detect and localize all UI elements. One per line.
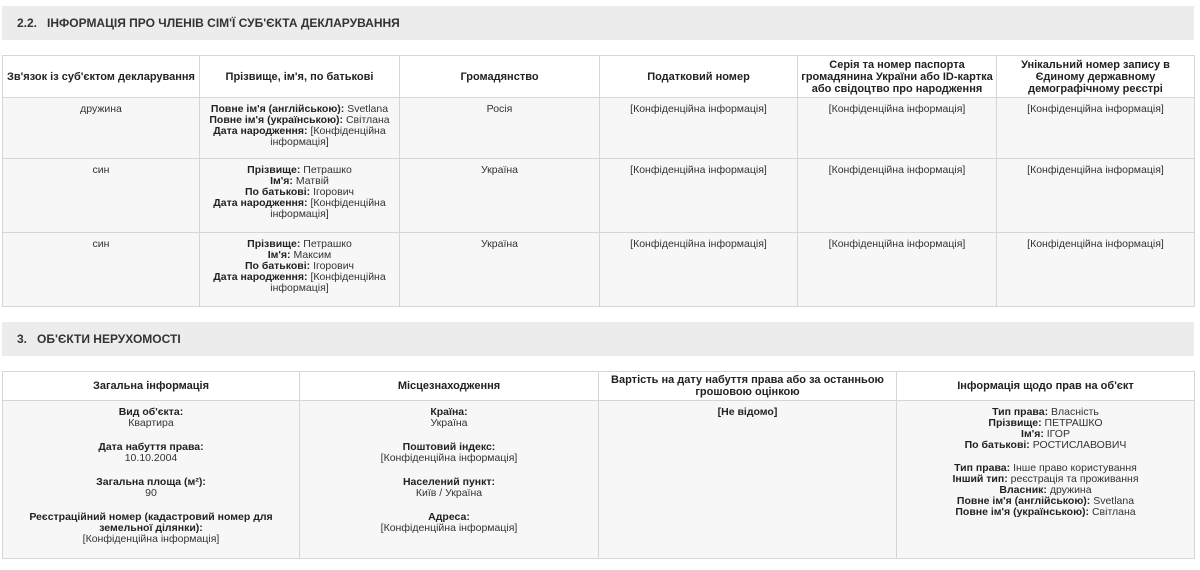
field-value: Петрашко [303,164,352,176]
tax-number-cell: [Конфіденційна інформація] [600,233,798,307]
relation-cell: син [3,159,200,233]
tax-number-cell: [Конфіденційна інформація] [600,159,798,233]
field-value: Максим [293,249,332,261]
full-name-cell [200,233,400,307]
tax-number-cell: [Конфіденційна інформація] [600,98,798,159]
field-value: Svetlana [1093,495,1135,507]
family-members-table [2,55,1195,307]
table-header-row [3,372,1195,401]
field-value: Svetlana [347,103,389,115]
field-label: Повне ім'я (українською): [955,506,1090,518]
general-info-cell [3,401,300,559]
citizenship-cell: Україна [400,233,600,307]
location-cell [300,401,599,559]
field-label: Країна: [430,406,468,418]
col-header-passport: Серія та номер паспорта громадянина України або ID-картка або свідоцтво про народження [798,56,997,98]
section-number: 3. [17,332,28,346]
field-label: Дата народження: [213,271,308,283]
field-label: Тип права: [954,462,1011,474]
field-label: Інший тип: [952,473,1008,485]
field-value: Ігорович [313,186,355,198]
field-label: Тип права: [992,406,1049,418]
table-row [3,159,1195,233]
passport-cell: [Конфіденційна інформація] [798,98,997,159]
relation-cell: дружина [3,98,200,159]
col-header-value: Вартість на дату набуття права або за останньою грошовою оцінкою [599,372,897,401]
col-header-registry-number: Унікальний номер запису в Єдиному державному демографічному реєстрі [997,56,1195,98]
field-value: Ігорович [313,260,355,272]
section-3-header [2,322,1194,356]
field-label: По батькові: [244,186,311,198]
field-label: Прізвище: [247,238,301,250]
field-value: Світлана [345,114,390,126]
field-label: Дата народження: [213,125,308,137]
field-label: Вид об'єкта: [118,406,184,418]
registry-number-cell: [Конфіденційна інформація] [997,233,1195,307]
field-value: [Конфіденційна інформація] [270,197,386,220]
field-value: [Конфіденційна інформація] [270,125,386,148]
field-value: Власність [1051,406,1099,418]
table-header-row [3,56,1195,98]
field-value: Петрашко [303,238,352,250]
col-header-general-info: Загальна інформація [3,372,300,401]
section-number: 2.2. [17,16,38,30]
field-label: Повне ім'я (англійською): [210,103,345,115]
passport-cell: [Конфіденційна інформація] [798,159,997,233]
field-label: Повне ім'я (українською): [209,114,344,126]
field-value: Матвій [295,175,329,187]
value-cell [599,401,897,559]
field-label: Реєстраційний номер (кадастровий номер для земельної ділянки): [29,511,273,534]
value-unknown: [Не відомо] [717,406,778,418]
object-type-value: Квартира [128,417,174,429]
field-label: По батькові: [244,260,311,272]
col-header-rights-info: Інформація щодо прав на об'єкт [897,372,1195,401]
full-name-cell [200,98,400,159]
field-value: РОСТИСЛАВОВИЧ [1032,439,1127,451]
section-2-2-header [2,6,1194,40]
col-header-tax-number: Податковий номер [600,56,798,98]
citizenship-cell: Україна [400,159,600,233]
col-header-location: Місцезнаходження [300,372,599,401]
field-label: Ім'я: [1021,428,1044,440]
acquired-date-value: 10.10.2004 [124,452,178,464]
field-label: Дата набуття права: [98,441,204,453]
full-name-cell [200,159,400,233]
registry-number-cell: [Конфіденційна інформація] [997,98,1195,159]
field-label: Адреса: [428,511,470,523]
field-label: По батькові: [964,439,1030,451]
field-value: Інше право користування [1013,462,1137,474]
citizenship-cell: Росія [400,98,600,159]
field-value: дружина [1049,484,1092,496]
table-row [3,233,1195,307]
passport-cell: [Конфіденційна інформація] [798,233,997,307]
field-label: Ім'я: [267,249,291,261]
field-value: реєстрація та проживання [1010,473,1139,485]
country-value: Україна [430,417,468,429]
field-label: Дата народження: [213,197,308,209]
field-label: Загальна площа (м²): [96,476,206,488]
area-value: 90 [145,487,157,499]
field-label: Прізвище: [247,164,301,176]
table-row [3,401,1195,559]
field-label: Ім'я: [270,175,293,187]
real-estate-table [2,371,1195,559]
field-value: [Конфіденційна інформація] [270,271,386,294]
field-value: Світлана [1091,506,1136,518]
field-label: Власник: [999,484,1047,496]
rights-info-cell [897,401,1195,559]
field-value: ІГОР [1046,428,1070,440]
relation-cell: син [3,233,200,307]
cadastral-value: [Конфіденційна інформація] [82,533,220,545]
section-title: ІНФОРМАЦІЯ ПРО ЧЛЕНІВ СІМ'Ї СУБ'ЄКТА ДЕКЛАРУВАННЯ [47,16,400,30]
table-row [3,98,1195,159]
section-title: ОБ'ЄКТИ НЕРУХОМОСТІ [37,332,181,346]
col-header-full-name: Прізвище, ім'я, по батькові [200,56,400,98]
city-value: Київ / Україна [415,487,483,499]
field-value: ПЕТРАШКО [1044,417,1103,429]
field-label: Прізвище: [988,417,1042,429]
col-header-citizenship: Громадянство [400,56,600,98]
address-value: [Конфіденційна інформація] [380,522,518,534]
field-label: Населений пункт: [402,476,496,488]
field-label: Повне ім'я (англійською): [956,495,1091,507]
postal-value: [Конфіденційна інформація] [380,452,518,464]
registry-number-cell: [Конфіденційна інформація] [997,159,1195,233]
field-label: Поштовий індекс: [402,441,496,453]
col-header-relation: Зв'язок із суб'єктом декларування [3,56,200,98]
